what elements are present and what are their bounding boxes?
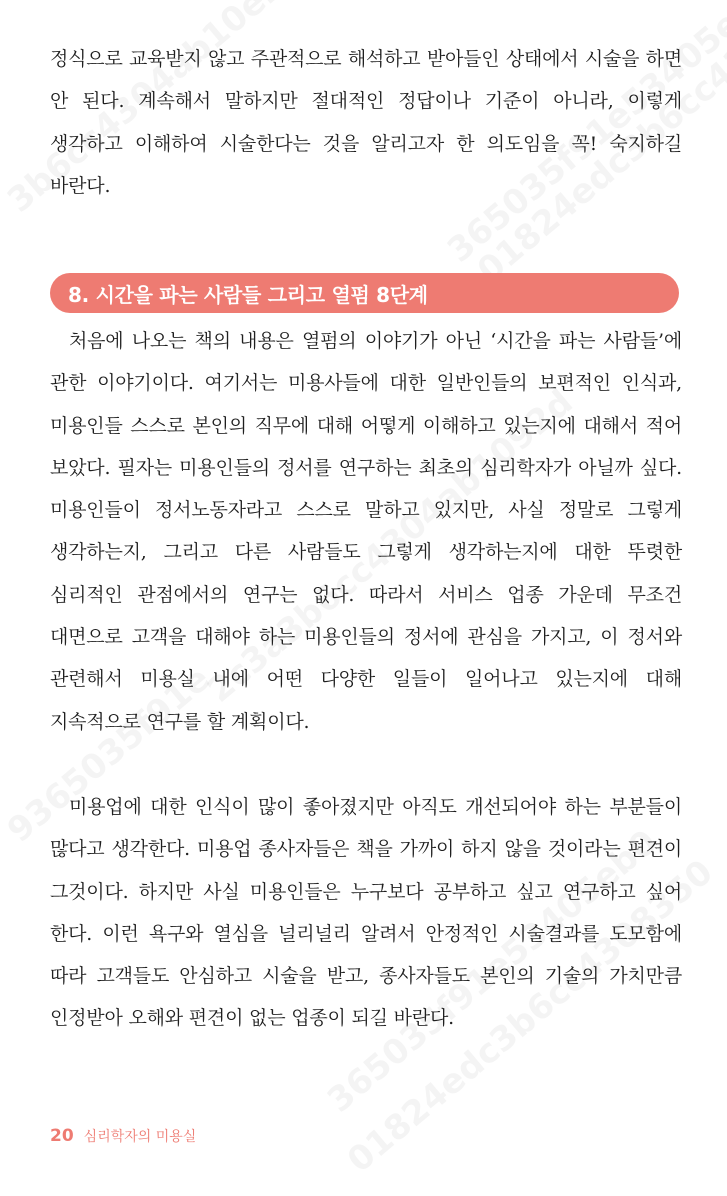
body-paragraph-3: 미용업에 대한 인식이 많이 좋아졌지만 아직도 개선되어야 하는 부분들이 많다고 생각한다. 미용업 종사자들은 책을 가까이 하지 않을 것이라는 편견이 그것이다. 하지만 사실 미용인들은 누구보다 공부하고 싶고 연구하고 싶어 한다. 이런 욕구와 열심을 널리널리 알려서 안정적인 시술결과를 도모함에 따라 고객들도 안심하고 시술을 받고, 종사자들도 본인의 기술의 가치만큼 인정받아 오해와 편견이 없는 업종이 되길 바란다. [50,796,682,1030]
body-paragraph-1: 정식으로 교육받지 않고 주관적으로 해석하고 받아들인 상태에서 시술을 하면 안 된다. 계속해서 말하지만 절대적인 정답이나 기준이 아니라, 이렇게 생각하고 이해하여 시술한다는 것을 알리고자 한 의도임을 꼭! 숙지하길 바란다. [50,48,682,197]
running-title: 심리학자의 미용실 [83,1129,197,1145]
section-heading-bar [50,273,679,313]
section-heading: 8. 시간을 파는 사람들 그리고 열펌 8단계 [68,282,428,307]
page-number: 20 [50,1126,74,1146]
page-footer [50,1126,196,1146]
body-paragraph-2: 처음에 나오는 책의 내용은 열펌의 이야기가 아닌 ‘시간을 파는 사람들’에 관한 이야기이다. 여기서는 미용사들에 대한 일반인들의 보편적인 인식과, 미용인들 스스로 본인의 직무에 대해 어떻게 이해하고 있는지에 대해서 적어 보았다. 필자는 미용인들의 정서를 연구하는 최초의 심리학자가 아닐까 싶다. 미용인들이 정서노동자라고 스스로 말하고 있지만, 사실 정말로 그렇게 생각하는지, 그리고 다른 사람들도 그렇게 생각하는지에 대한 뚜렷한 심리적인 관점에서의 연구는 없다. 따라서 서비스 업종 가운데 무조건 대면으로 고객을 대해야 하는 미용인들의 정서에 관심을 가지고, 이 정서와 관련해서 미용실 내에 어떤 다양한 일들이 일어나고 있는지에 대해 지속적으로 연구를 할 계획이다. [50,330,682,733]
